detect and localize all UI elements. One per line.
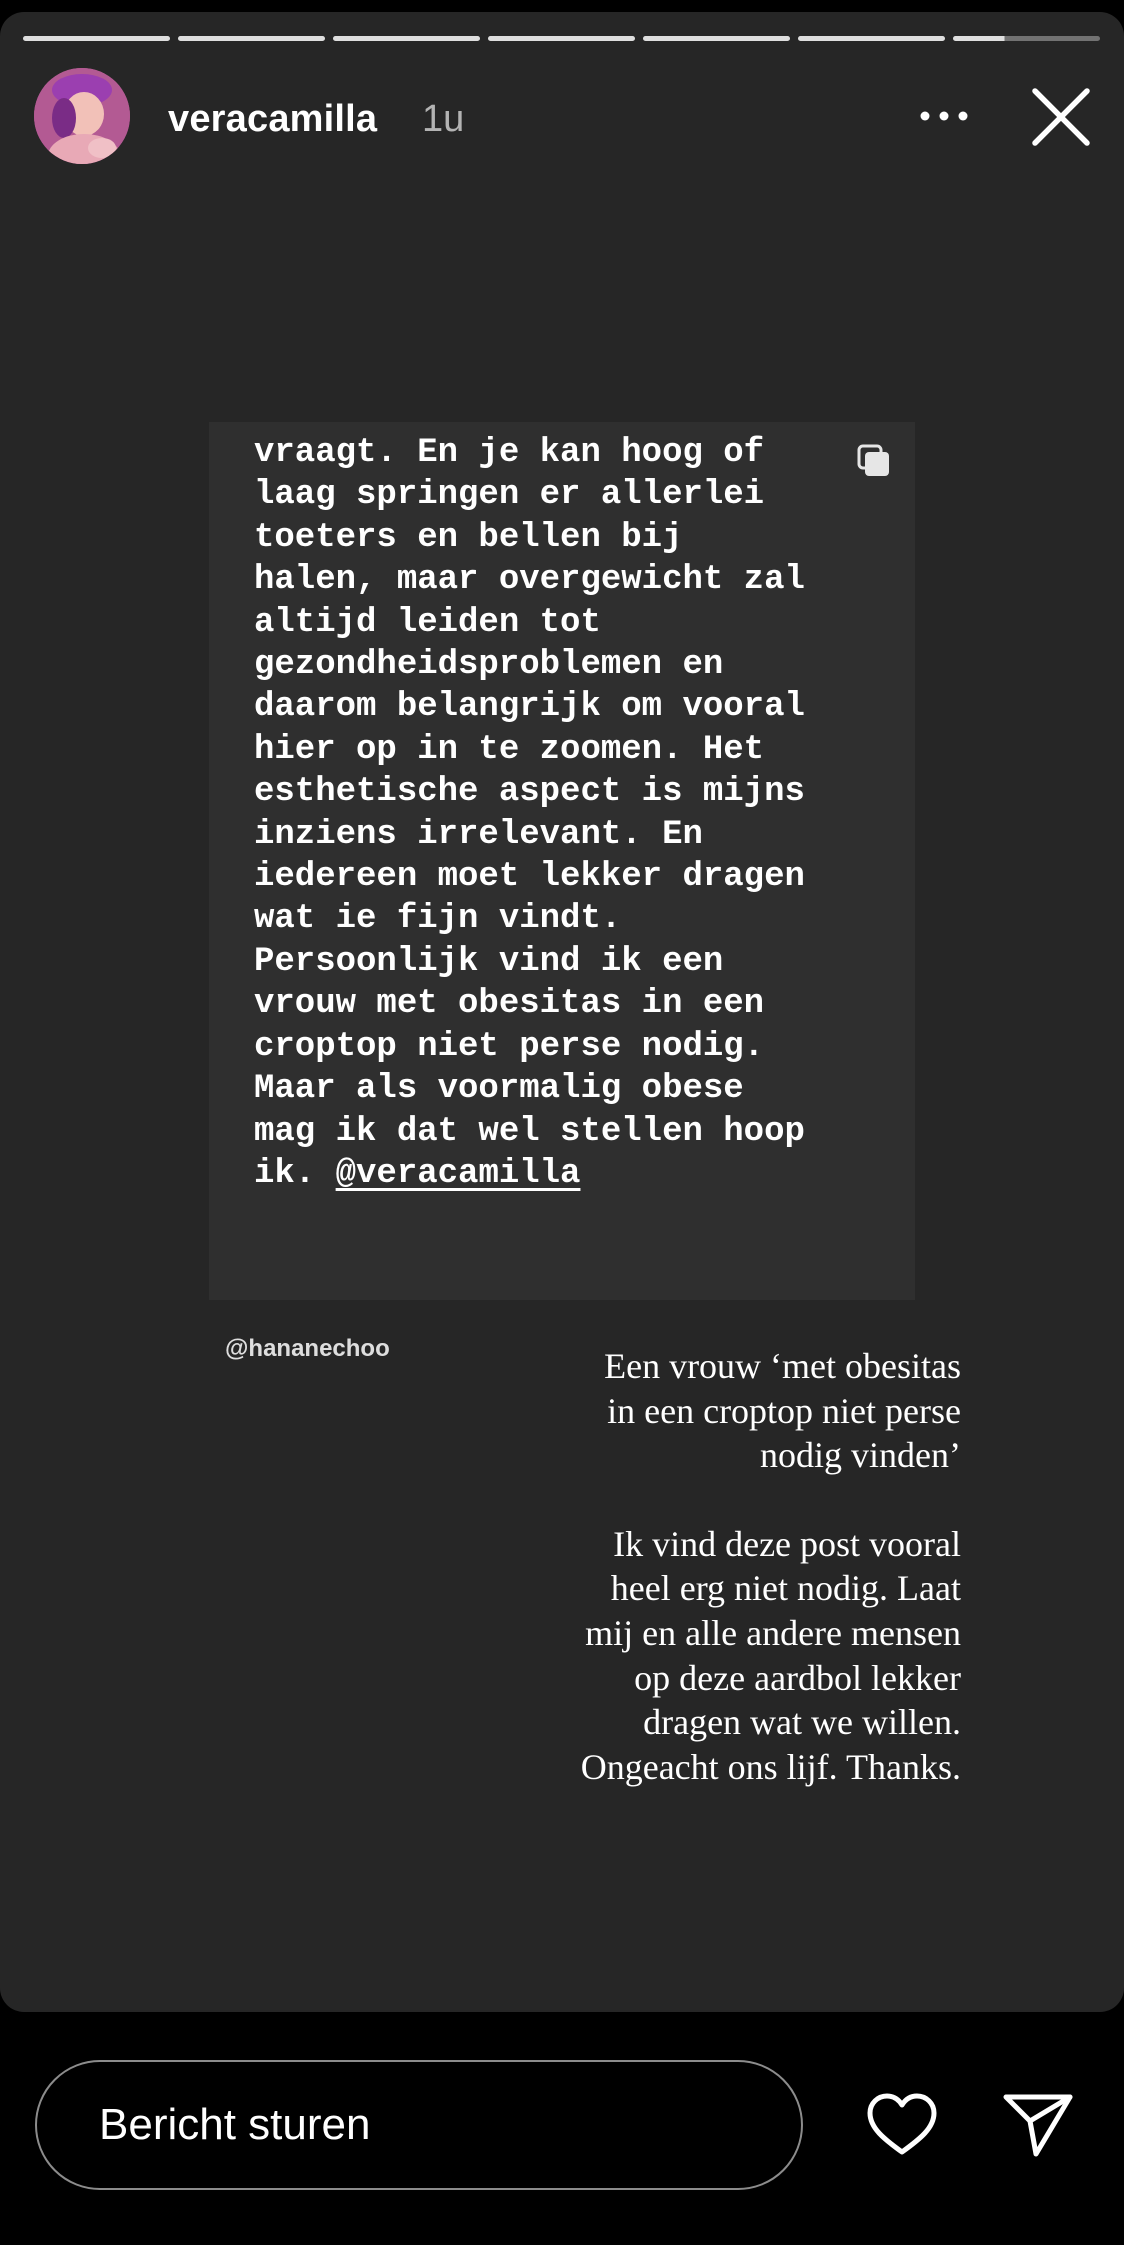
progress-segment bbox=[798, 36, 945, 41]
story-header bbox=[34, 64, 1100, 168]
progress-segment bbox=[23, 36, 170, 41]
post-mention-link[interactable]: @veracamilla bbox=[335, 1154, 581, 1193]
send-icon bbox=[1002, 2092, 1074, 2158]
close-icon bbox=[1031, 87, 1091, 147]
caption-paragraph: Ik vind deze post vooral heel erg niet nodig. Laat mij en alle andere mensen op deze aardbol lekker dragen wat we willen. Ongeacht ons lijf. Thanks. bbox=[580, 1523, 961, 1787]
story-caption bbox=[441, 1344, 961, 1789]
progress-segment bbox=[488, 36, 635, 41]
more-options-button[interactable] bbox=[914, 94, 974, 138]
heart-icon bbox=[866, 2092, 938, 2158]
more-horizontal-icon bbox=[920, 111, 968, 121]
story-timestamp: 1u bbox=[422, 98, 465, 140]
message-input[interactable] bbox=[35, 2060, 803, 2190]
progress-segment bbox=[178, 36, 325, 41]
profile-avatar[interactable] bbox=[34, 68, 130, 164]
shared-post[interactable] bbox=[209, 422, 915, 1300]
progress-segment-active bbox=[953, 36, 1100, 41]
progress-segment bbox=[333, 36, 480, 41]
source-handle[interactable]: @hananechoo bbox=[225, 1335, 390, 1362]
progress-segment bbox=[643, 36, 790, 41]
story-card[interactable] bbox=[0, 12, 1124, 2012]
like-button[interactable] bbox=[866, 2092, 938, 2158]
post-text bbox=[254, 432, 894, 1195]
story-username[interactable]: veracamilla bbox=[168, 98, 378, 140]
send-button[interactable] bbox=[1002, 2092, 1074, 2158]
story-reply-bar bbox=[0, 2012, 1124, 2245]
post-body-text: vraagt. En je kan hoog of laag springen er allerlei toeters en bellen bij halen, maar overgewicht zal altijd leiden tot gezondheidsproblemen en daarom belangrijk om vooral hier op in te zoomen. Het esthetische aspect is mijns inziens irrelevant. En iedereen moet lekker dragen wat ie fijn vindt. Persoonlijk vind ik een vrouw met obesitas in een croptop niet perse nodig. Maar als voormalig obese mag ik dat wel stellen hoop ik. bbox=[254, 434, 805, 1193]
caption-paragraph: Een vrouw ‘met obesitas in een croptop niet perse nodig vinden’ bbox=[604, 1346, 961, 1476]
close-button[interactable] bbox=[1026, 82, 1096, 152]
story-progress-bar bbox=[23, 36, 1100, 41]
